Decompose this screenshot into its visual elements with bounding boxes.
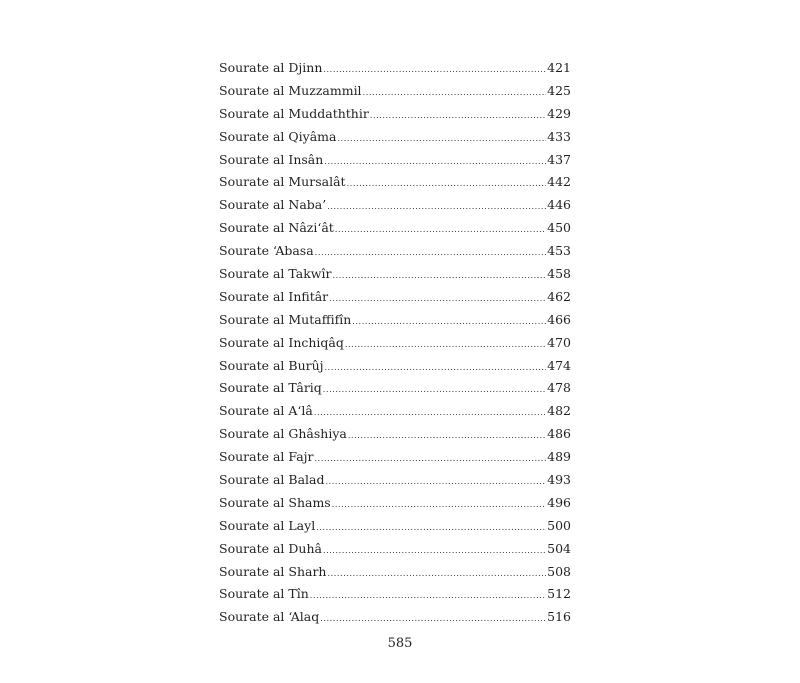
dot-leader	[315, 446, 547, 471]
toc-entry-page: 425	[547, 82, 571, 98]
toc-entry-title: Sourate al Duhâ	[219, 540, 322, 556]
toc-entry-page: 508	[547, 563, 571, 579]
toc-entry-page: 453	[547, 243, 571, 259]
toc-entry-page: 486	[547, 426, 571, 442]
dot-leader	[315, 240, 546, 265]
toc-entry-page: 450	[547, 220, 571, 236]
toc-entry-page: 466	[547, 311, 571, 327]
toc-entry-page: 512	[547, 586, 571, 602]
toc-entry-page: 433	[547, 128, 571, 144]
dot-leader	[329, 286, 546, 311]
toc-entry-page: 437	[547, 151, 571, 167]
toc-entry	[219, 57, 571, 80]
dot-leader	[327, 561, 546, 586]
toc-entry-page: 504	[547, 540, 571, 556]
toc-entry-title: Sourate al Sharh	[219, 563, 327, 579]
toc-entry	[219, 309, 571, 332]
toc-entry	[219, 126, 571, 149]
toc-entry-title: Sourate al Muzzammil	[219, 82, 362, 98]
toc-entry	[219, 515, 571, 538]
dot-leader	[323, 538, 546, 563]
dot-leader	[332, 492, 546, 517]
toc-entry-title: Sourate al Inchiqâq	[219, 334, 344, 350]
toc-entry-page: 482	[547, 403, 571, 419]
dot-leader	[352, 309, 546, 334]
toc-entry-page: 493	[547, 472, 571, 488]
toc-entry	[219, 446, 571, 469]
page-number: 585	[387, 636, 413, 651]
toc-entry	[219, 217, 571, 240]
toc-entry-title: Sourate al Qiyâma	[219, 128, 337, 144]
toc-entry	[219, 469, 571, 492]
toc-entry-title: Sourate al Infitâr	[219, 288, 329, 304]
toc-entry-page: 496	[547, 494, 571, 510]
toc-entry-title: Sourate al A‘lâ	[219, 403, 313, 419]
toc-entry-page: 489	[547, 449, 571, 465]
dot-leader	[345, 332, 546, 357]
dot-leader	[310, 583, 546, 608]
dot-leader	[327, 194, 546, 219]
toc-entry-page: 478	[547, 380, 571, 396]
toc-entry	[219, 240, 571, 263]
toc-entry	[219, 561, 571, 584]
dot-leader	[320, 606, 546, 631]
dot-leader	[347, 171, 547, 196]
dot-leader	[323, 377, 546, 402]
dot-leader	[348, 423, 546, 448]
dot-leader	[337, 126, 546, 151]
toc-entry-title: Sourate al Mursalât	[219, 174, 346, 190]
toc-entry-page: 470	[547, 334, 571, 350]
toc-entry	[219, 538, 571, 561]
toc-entry-page: 500	[547, 517, 571, 533]
toc-entry-title: Sourate al Balad	[219, 472, 325, 488]
toc-entry-page: 458	[547, 266, 571, 282]
toc-entry	[219, 423, 571, 446]
dot-leader	[335, 217, 546, 242]
toc-entry-title: Sourate al Muddaththir	[219, 105, 369, 121]
dot-leader	[370, 103, 546, 128]
toc-entry-title: Sourate al Layl	[219, 517, 316, 533]
dot-leader	[314, 400, 546, 425]
toc-entry-page: 516	[547, 609, 571, 625]
toc-entry	[219, 400, 571, 423]
toc-entry-page: 446	[547, 197, 571, 213]
toc-entry	[219, 492, 571, 515]
dot-leader	[316, 515, 546, 540]
toc-entry-title: Sourate al ‘Alaq	[219, 609, 320, 625]
toc-entry	[219, 377, 571, 400]
toc-entry-title: Sourate al Naba’	[219, 197, 327, 213]
toc-entry-title: Sourate al Burûj	[219, 357, 324, 373]
dot-leader	[325, 355, 547, 380]
toc-entry	[219, 606, 571, 629]
dot-leader	[324, 149, 546, 174]
toc-entry	[219, 80, 571, 103]
dot-leader	[325, 469, 546, 494]
toc-entry-page: 474	[547, 357, 571, 373]
toc-entry-page: 462	[547, 288, 571, 304]
toc-entry-title: Sourate al Shams	[219, 494, 331, 510]
toc-entry	[219, 355, 571, 378]
toc-entry	[219, 171, 571, 194]
toc-entry-title: Sourate ‘Abasa	[219, 243, 314, 259]
toc-entry-title: Sourate al Djinn	[219, 60, 323, 75]
toc-entry-title: Sourate al Nâzi‘ât	[219, 220, 334, 236]
toc-entry-title: Sourate al Tîn	[219, 586, 309, 602]
toc-entry-page: 429	[547, 105, 571, 121]
toc-entry-title: Sourate al Takwîr	[219, 266, 332, 282]
dot-leader	[363, 80, 547, 105]
toc-entry	[219, 286, 571, 309]
toc-entry	[219, 263, 571, 286]
toc-entry-page: 442	[547, 174, 571, 190]
dot-leader	[323, 57, 546, 82]
toc-entry	[219, 103, 571, 126]
toc-entry-page: 421	[547, 60, 571, 75]
toc-entry-title: Sourate al Ghâshiya	[219, 426, 347, 442]
toc-entry	[219, 149, 571, 172]
toc-entry-title: Sourate al Fajr	[219, 449, 314, 465]
table-of-contents	[219, 57, 571, 629]
toc-entry-title: Sourate al Insân	[219, 151, 324, 167]
toc-entry-title: Sourate al Mutaffifîn	[219, 311, 352, 327]
toc-entry-title: Sourate al Târiq	[219, 380, 322, 396]
toc-entry	[219, 332, 571, 355]
toc-entry	[219, 583, 571, 606]
toc-entry	[219, 194, 571, 217]
dot-leader	[332, 263, 546, 288]
